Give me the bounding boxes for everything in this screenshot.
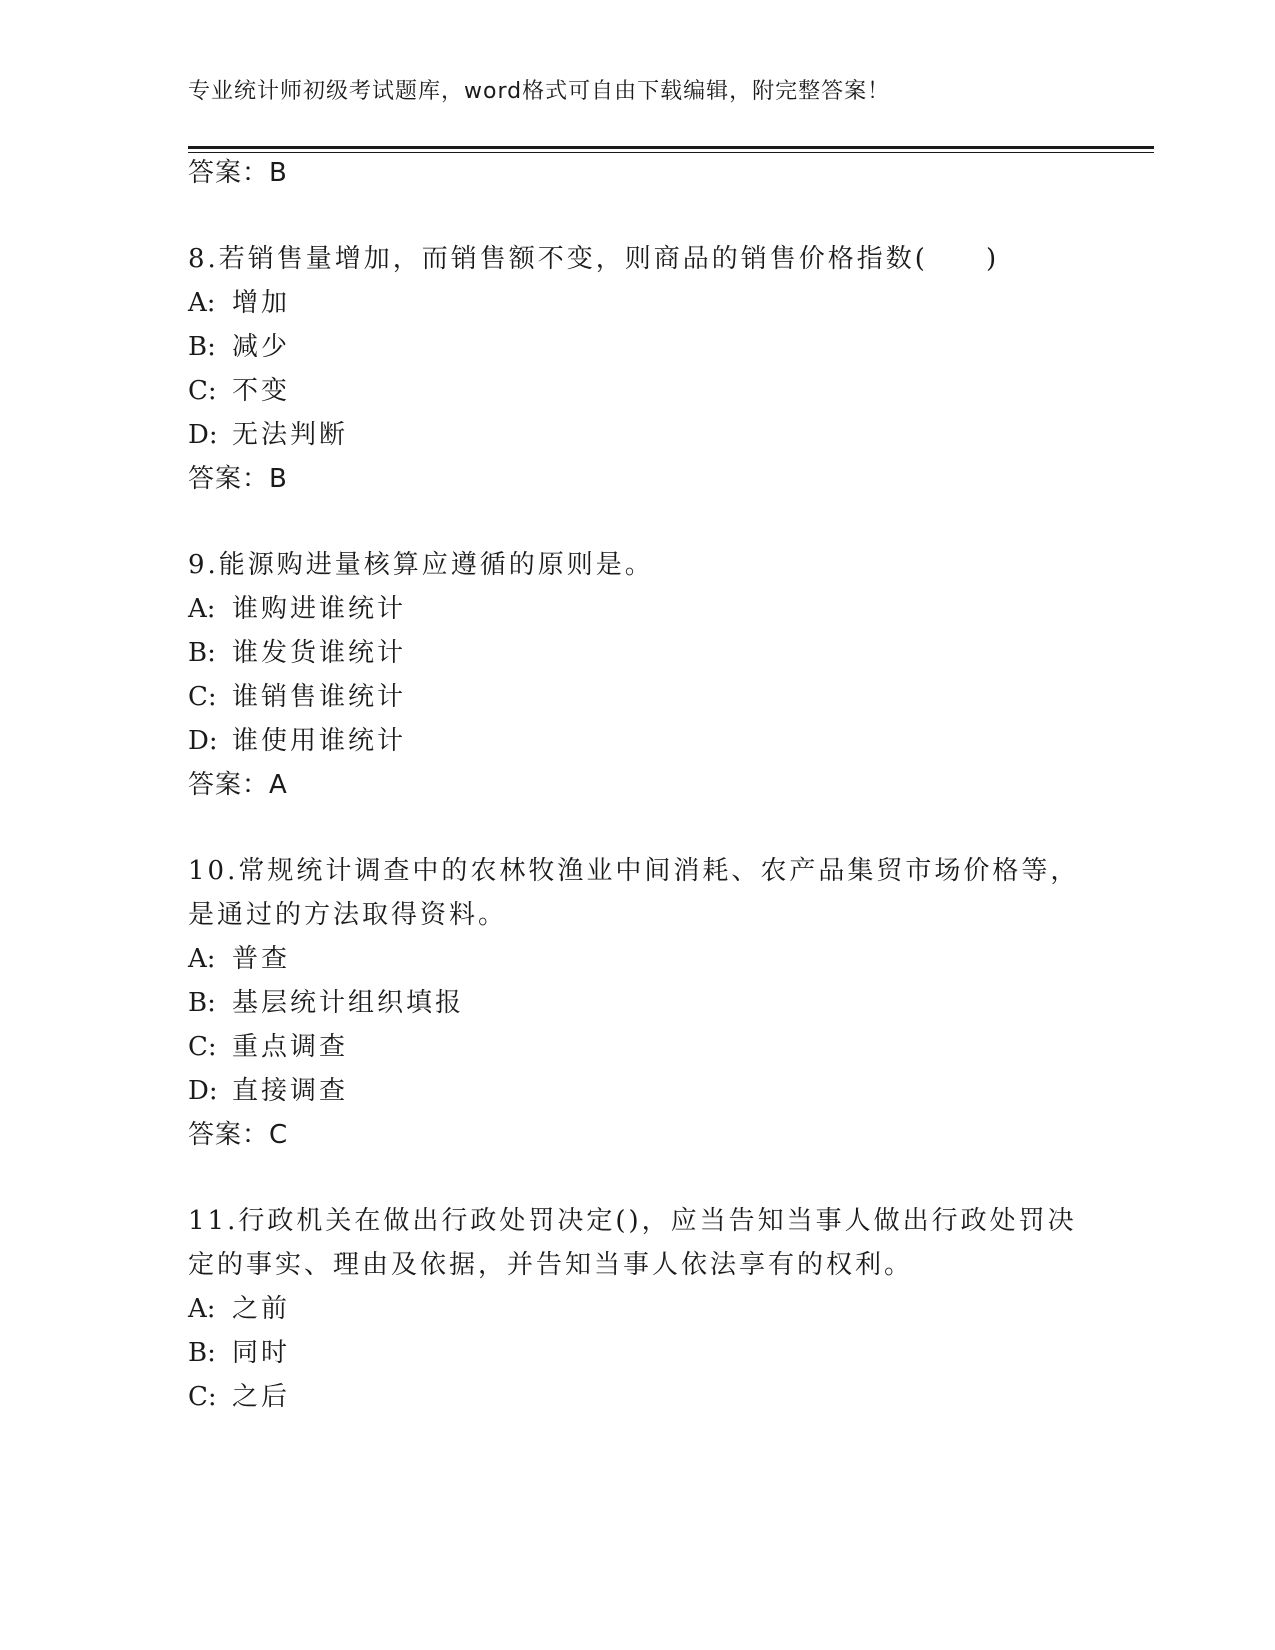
option-letter: D: — [188, 420, 218, 450]
option-letter: C: — [188, 1382, 217, 1412]
option-letter: B: — [188, 332, 216, 362]
question-8-option-a — [188, 290, 290, 316]
option-letter: A: — [188, 594, 216, 624]
option-text: 无法判断 — [232, 420, 349, 450]
question-10-option-a — [188, 946, 290, 972]
question-11-option-c — [188, 1384, 290, 1410]
question-11-stem-line-1: 11.行政机关在做出行政处罚决定()，应当告知当事人做出行政处罚决 — [188, 1206, 1077, 1236]
previous-answer: 答案：B — [188, 158, 288, 188]
question-10-option-d — [188, 1078, 348, 1104]
question-9-answer: 答案：A — [188, 770, 288, 800]
option-letter: C: — [188, 682, 217, 712]
question-9-option-b — [188, 640, 406, 666]
option-text: 之后 — [232, 1382, 291, 1412]
option-letter: C: — [188, 1032, 217, 1062]
option-text: 谁购进谁统计 — [232, 594, 407, 624]
question-9-option-c — [188, 684, 406, 710]
option-letter: A: — [188, 1294, 216, 1324]
option-text: 直接调查 — [232, 1076, 349, 1106]
question-8-stem: 8.若销售量增加，而销售额不变，则商品的销售价格指数( ) — [188, 244, 1000, 274]
question-8-answer: 答案：B — [188, 464, 288, 494]
option-letter: B: — [188, 1338, 216, 1368]
option-text: 之前 — [232, 1294, 291, 1324]
question-11-stem-line-2: 定的事实、理由及依据，并告知当事人依法享有的权利。 — [188, 1250, 914, 1280]
option-letter: D: — [188, 726, 218, 756]
question-10-answer: 答案：C — [188, 1120, 289, 1150]
question-9-stem: 9.能源购进量核算应遵循的原则是。 — [188, 550, 654, 580]
option-text: 减少 — [232, 332, 291, 362]
question-10-option-b — [188, 990, 464, 1016]
option-letter: B: — [188, 638, 216, 668]
question-9-option-a — [188, 596, 406, 622]
question-9-option-d — [188, 728, 406, 754]
question-8-option-c — [188, 378, 290, 404]
option-text: 谁销售谁统计 — [232, 682, 407, 712]
question-10-stem-line-1: 10.常规统计调查中的农林牧渔业中间消耗、农产品集贸市场价格等， — [188, 856, 1080, 886]
page-header: 专业统计师初级考试题库，word格式可自由下载编辑，附完整答案！ — [188, 79, 891, 104]
option-text: 谁发货谁统计 — [232, 638, 407, 668]
question-8-option-b — [188, 334, 290, 360]
question-11-option-a — [188, 1296, 290, 1322]
option-letter: C: — [188, 376, 217, 406]
question-8-option-d — [188, 422, 348, 448]
option-text: 谁使用谁统计 — [232, 726, 407, 756]
option-letter: B: — [188, 988, 216, 1018]
option-text: 增加 — [232, 288, 291, 318]
option-text: 普查 — [232, 944, 291, 974]
option-text: 不变 — [232, 376, 291, 406]
option-text: 基层统计组织填报 — [232, 988, 465, 1018]
option-letter: A: — [188, 288, 216, 318]
option-text: 重点调查 — [232, 1032, 349, 1062]
option-letter: A: — [188, 944, 216, 974]
question-10-stem-line-2: 是通过的方法取得资料。 — [188, 900, 508, 930]
option-text: 同时 — [232, 1338, 291, 1368]
header-divider — [188, 146, 1154, 153]
option-letter: D: — [188, 1076, 218, 1106]
question-11-option-b — [188, 1340, 290, 1366]
question-10-option-c — [188, 1034, 348, 1060]
